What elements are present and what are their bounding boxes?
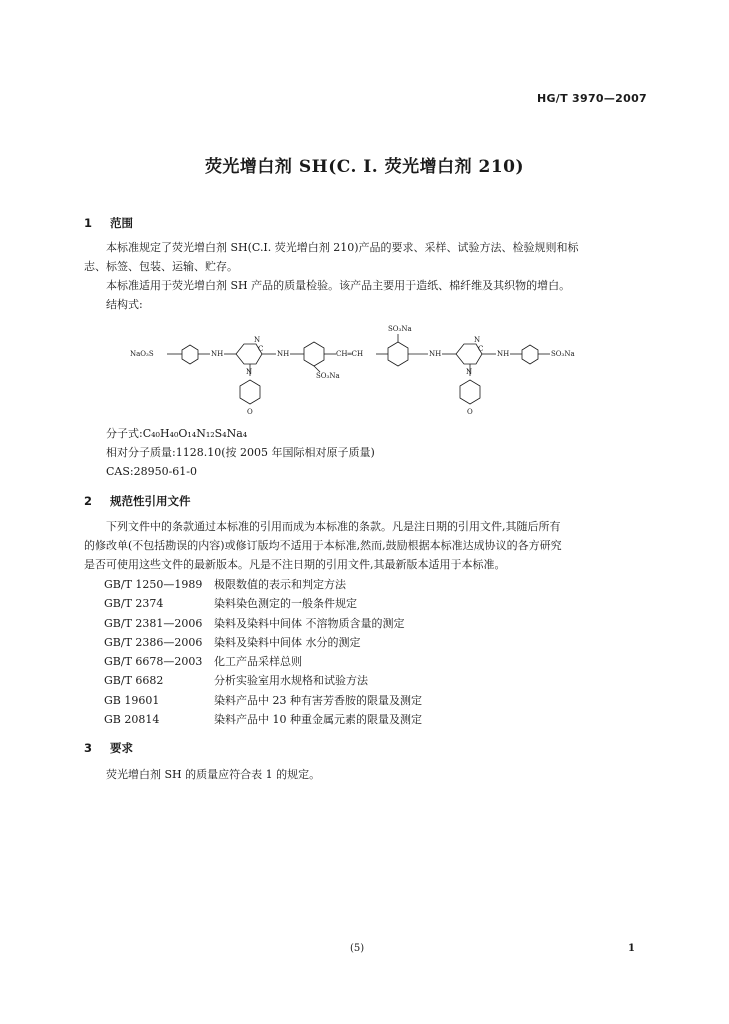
reference-code: GB 20814 [104,713,160,727]
section-2-heading [84,493,191,509]
ring-carbon: C [478,345,484,353]
reference-title: 染料染色测定的一般条件规定 [214,597,357,611]
benzene-ring [304,342,324,366]
reference-title: 染料产品中 10 种重金属元素的限量及测定 [214,713,422,727]
benzene-ring [522,345,538,364]
section-number: 1 [84,216,93,230]
section-number: 3 [84,741,93,755]
reference-item [104,575,422,594]
page-number: 1 [628,943,635,954]
reference-item [104,633,422,652]
section-1-heading [84,215,133,231]
amine-group: NH [277,350,290,358]
text-line: 下列文件中的条款通过本标准的引用而成为本标准的条款。凡是注日期的引用文件,其随后所有 [106,520,561,533]
reference-title: 染料及染料中间体 不溶物质含量的测定 [214,616,405,630]
text-line: 是否可使用这些文件的最新版本。凡是不注日期的引用文件,其最新版本适用于本标准。 [84,558,506,571]
section-title: 规范性引用文件 [110,494,191,508]
reference-title: 极限数值的表示和判定方法 [214,578,346,591]
reference-item [104,652,422,671]
reference-list [104,575,422,729]
reference-code: GB/T 6678—2003 [104,655,203,669]
reference-item [104,594,422,613]
sulfonate-group: NaO₃S [130,350,154,358]
vinylene-bridge: CH═CH [336,350,364,358]
reference-code: GB/T 2386—2006 [104,635,203,649]
section-number: 2 [84,494,93,508]
molecular-mass: 相对分子质量:1128.10(按 2005 年国际相对原子质量) [106,446,375,459]
sulfonate-group: SO₃Na [316,372,340,380]
reference-code: GB/T 6682 [104,674,164,688]
normative-references-paragraph [84,517,674,574]
footer-marker: (5) [350,943,365,954]
text-line: 本标准适用于荧光增白剂 SH 产品的质量检验。该产品主要用于造纸、棉纤维及其织物的增白。 [106,279,571,292]
ring-carbon: C [258,345,264,353]
section-title: 要求 [110,741,133,755]
ring-nitrogen: N [466,368,473,376]
document-code: HG/T 3970—2007 [536,92,647,105]
text-line: 志、标签、包装、运输、贮存。 [84,260,238,273]
sulfonate-group: SO₃Na [551,350,575,358]
section-title: 范围 [110,216,133,230]
morpholine-oxygen: O [467,408,473,416]
scope-paragraph [84,238,654,276]
structure-label: 结构式: [106,298,143,311]
ring-nitrogen: N [254,336,261,344]
requirements-paragraph: 荧光增白剂 SH 的质量应符合表 1 的规定。 [106,768,321,781]
section-3-heading [84,740,133,756]
reference-item [104,671,422,690]
morpholine-oxygen: O [247,408,253,416]
chemical-structure [130,318,610,418]
morpholine-ring [460,380,480,404]
reference-code: GB 19601 [104,693,160,707]
reference-title: 染料产品中 23 种有害芳香胺的限量及测定 [214,693,422,707]
reference-code: GB/T 2374 [104,597,164,611]
amine-group: NH [211,350,224,358]
page-title: 荧光增白剂 SH(C. I. 荧光增白剂 210) [204,157,525,177]
reference-item [104,691,422,710]
reference-title: 分析实验室用水规格和试验方法 [214,674,368,688]
ring-nitrogen: N [246,368,253,376]
cas-number: CAS:28950-61-0 [106,465,198,478]
amine-group: NH [497,350,510,358]
reference-item [104,614,422,633]
ring-nitrogen: N [474,336,481,344]
reference-code: GB/T 2381—2006 [104,616,203,630]
reference-title: 化工产品采样总则 [214,655,302,669]
sulfonate-group: SO₃Na [388,325,412,333]
reference-title: 染料及染料中间体 水分的测定 [214,635,361,649]
applicability-paragraph [106,276,666,314]
benzene-ring [182,345,198,364]
molecular-formula: 分子式:C₄₀H₄₀O₁₄N₁₂S₄Na₄ [106,427,248,440]
text-line: 本标准规定了荧光增白剂 SH(C.I. 荧光增白剂 210)产品的要求、采样、试验方法、检验规则和标 [106,241,579,254]
reference-code: GB/T 1250—1989 [104,578,203,591]
morpholine-ring [240,380,260,404]
amine-group: NH [429,350,442,358]
reference-item [104,710,422,729]
benzene-ring [388,342,408,366]
text-line: 的修改单(不包括勘误的内容)或修订版均不适用于本标准,然而,鼓励根据本标准达成协议的各方研究 [84,539,562,552]
